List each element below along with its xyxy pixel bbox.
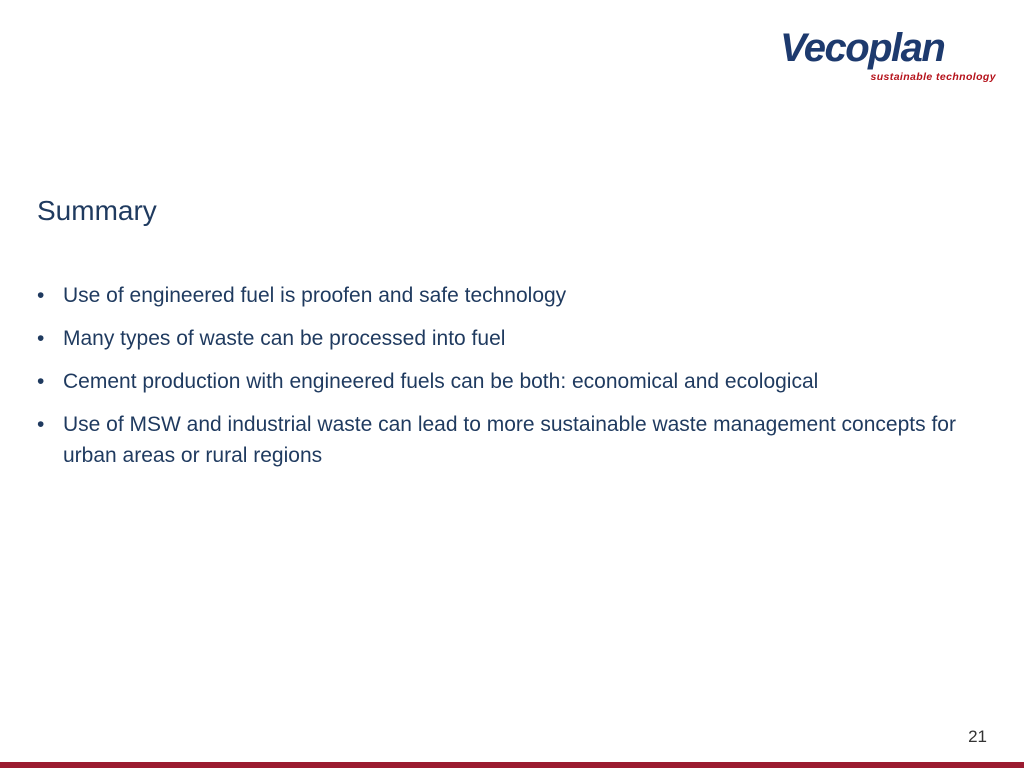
bullet-item	[37, 366, 967, 397]
bullet-text: Use of MSW and industrial waste can lead to more sustainable waste management concepts for urban areas or rural regions	[63, 413, 956, 467]
logo-tagline: sustainable technology	[870, 71, 996, 83]
bullet-item	[37, 280, 967, 311]
vecoplan-logo	[780, 28, 996, 86]
bullet-item	[37, 409, 967, 471]
bullet-marker: •	[37, 327, 45, 350]
bullet-text: Many types of waste can be processed into fuel	[63, 327, 506, 350]
page-number: 21	[968, 727, 987, 746]
bullet-text: Use of engineered fuel is proofen and safe technology	[63, 284, 567, 307]
bullet-item	[37, 323, 967, 354]
bullet-marker: •	[37, 370, 45, 393]
bullet-marker: •	[37, 284, 45, 307]
bullet-list	[37, 280, 967, 483]
slide-title: Summary	[37, 195, 157, 226]
logo-wordmark: Vecoplan	[780, 26, 945, 70]
bottom-accent-bar	[0, 762, 1024, 768]
bullet-marker: •	[37, 413, 45, 436]
bullet-text: Cement production with engineered fuels can be both: economical and ecological	[63, 370, 819, 393]
